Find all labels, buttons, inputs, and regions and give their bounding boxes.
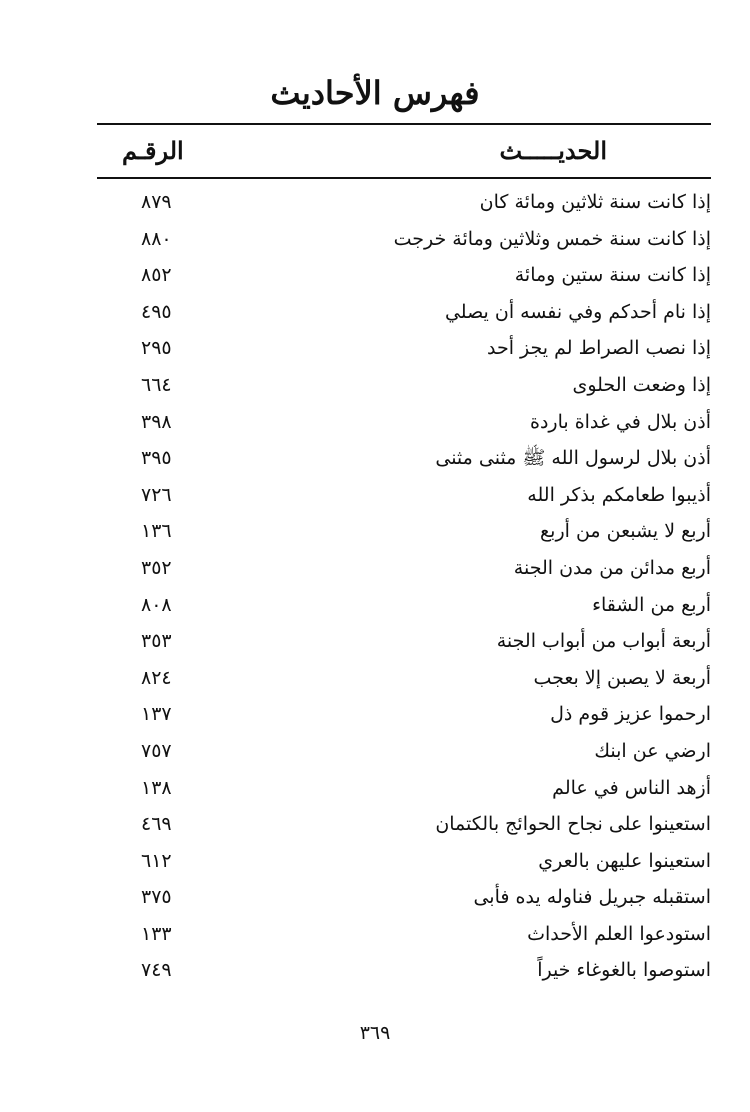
hadith-text: أذن بلال لرسول الله ﷺ مثنى مثنى	[435, 447, 711, 470]
column-header-hadith: الحديـــــث	[499, 136, 607, 165]
table-row	[97, 404, 711, 441]
hadith-number: ٣٩٨	[141, 410, 172, 433]
table-row	[97, 513, 711, 550]
table-row	[97, 770, 711, 807]
hadith-number: ٨٧٩	[141, 191, 172, 213]
hadith-number: ٧٥٧	[141, 739, 172, 762]
hadith-number: ١٣٨	[141, 776, 172, 799]
table-row	[97, 696, 711, 733]
table-row	[97, 440, 711, 477]
table-row	[97, 587, 711, 624]
hadith-text: أربع لا يشبعن من أربع	[540, 520, 711, 543]
hadith-text: إذا كانت سنة ثلاثين ومائة كان	[479, 191, 711, 213]
hadith-number: ١٣٦	[141, 520, 172, 543]
hadith-number: ٢٩٥	[141, 337, 172, 360]
hadith-number: ٧٤٩	[141, 959, 172, 982]
table-row	[97, 623, 711, 660]
hadith-number: ١٣٧	[141, 703, 172, 726]
hadith-number: ١٣٣	[141, 922, 172, 945]
table-row	[97, 806, 711, 843]
column-header-number: الرقـم	[122, 136, 184, 165]
table-row	[97, 843, 711, 880]
table-header	[97, 128, 711, 176]
hadith-text: استقبله جبريل فناوله يده فأبى	[473, 886, 711, 909]
table-row	[97, 660, 711, 697]
hadith-text: أذيبوا طعامكم بذكر الله	[527, 483, 711, 506]
hadith-number: ٧٢٦	[141, 483, 172, 506]
hadith-text: إذا نصب الصراط لم يجز أحد	[487, 337, 711, 360]
hadith-number: ٣٥٢	[141, 556, 172, 579]
hadith-number: ٨٠٨	[141, 593, 172, 616]
hadith-text: استعينوا على نجاح الحوائج بالكتمان	[435, 813, 711, 836]
hadith-text: إذا كانت سنة خمس وثلاثين ومائة خرجت	[393, 227, 711, 250]
hadith-text: أزهد الناس في عالم	[552, 776, 711, 799]
hadith-index-list	[97, 184, 711, 989]
table-row	[97, 550, 711, 587]
hadith-number: ٦١٢	[141, 849, 172, 872]
table-row	[97, 257, 711, 294]
table-row	[97, 879, 711, 916]
table-row	[97, 952, 711, 989]
table-row	[97, 330, 711, 367]
hadith-text: استودعوا العلم الأحداث	[527, 922, 711, 945]
hadith-text: إذا نام أحدكم وفي نفسه أن يصلي	[444, 300, 711, 323]
hadith-text: استوصوا بالغوغاء خيراً	[537, 959, 711, 982]
hadith-text: أربعة أبواب من أبواب الجنة	[496, 630, 711, 653]
hadith-number: ٣٧٥	[141, 886, 172, 909]
header-top-rule	[97, 123, 711, 125]
hadith-number: ٤٦٩	[141, 813, 172, 836]
hadith-text: ارحموا عزيز قوم ذل	[550, 703, 711, 726]
table-row	[97, 294, 711, 331]
table-row	[97, 916, 711, 953]
hadith-text: إذا كانت سنة ستين ومائة	[514, 264, 711, 287]
hadith-number: ٨٥٢	[141, 264, 172, 287]
hadith-number: ٨٨٠	[141, 227, 172, 250]
hadith-text: أربعة لا يصبن إلا بعجب	[533, 666, 711, 689]
hadith-number: ٤٩٥	[141, 300, 172, 323]
hadith-text: أربع من الشقاء	[592, 593, 711, 616]
table-row	[97, 733, 711, 770]
page-number: ٣٦٩	[359, 1022, 391, 1044]
hadith-text: أذن بلال في غداة باردة	[529, 410, 711, 433]
hadith-number: ٣٥٣	[141, 630, 172, 653]
table-row	[97, 477, 711, 514]
hadith-number: ٣٩٥	[141, 447, 172, 470]
table-row	[97, 367, 711, 404]
hadith-number: ٨٢٤	[141, 666, 172, 689]
hadith-text: استعينوا عليهن بالعري	[538, 849, 711, 872]
table-row	[97, 184, 711, 221]
header-bottom-rule	[97, 177, 711, 179]
hadith-text: ارضي عن ابنك	[594, 739, 711, 762]
page-title: فهرس الأحاديث	[270, 74, 480, 112]
hadith-text: إذا وضعت الحلوى	[572, 373, 711, 396]
hadith-number: ٦٦٤	[141, 373, 172, 396]
table-row	[97, 221, 711, 258]
hadith-text: أربع مدائن من مدن الجنة	[513, 556, 711, 579]
